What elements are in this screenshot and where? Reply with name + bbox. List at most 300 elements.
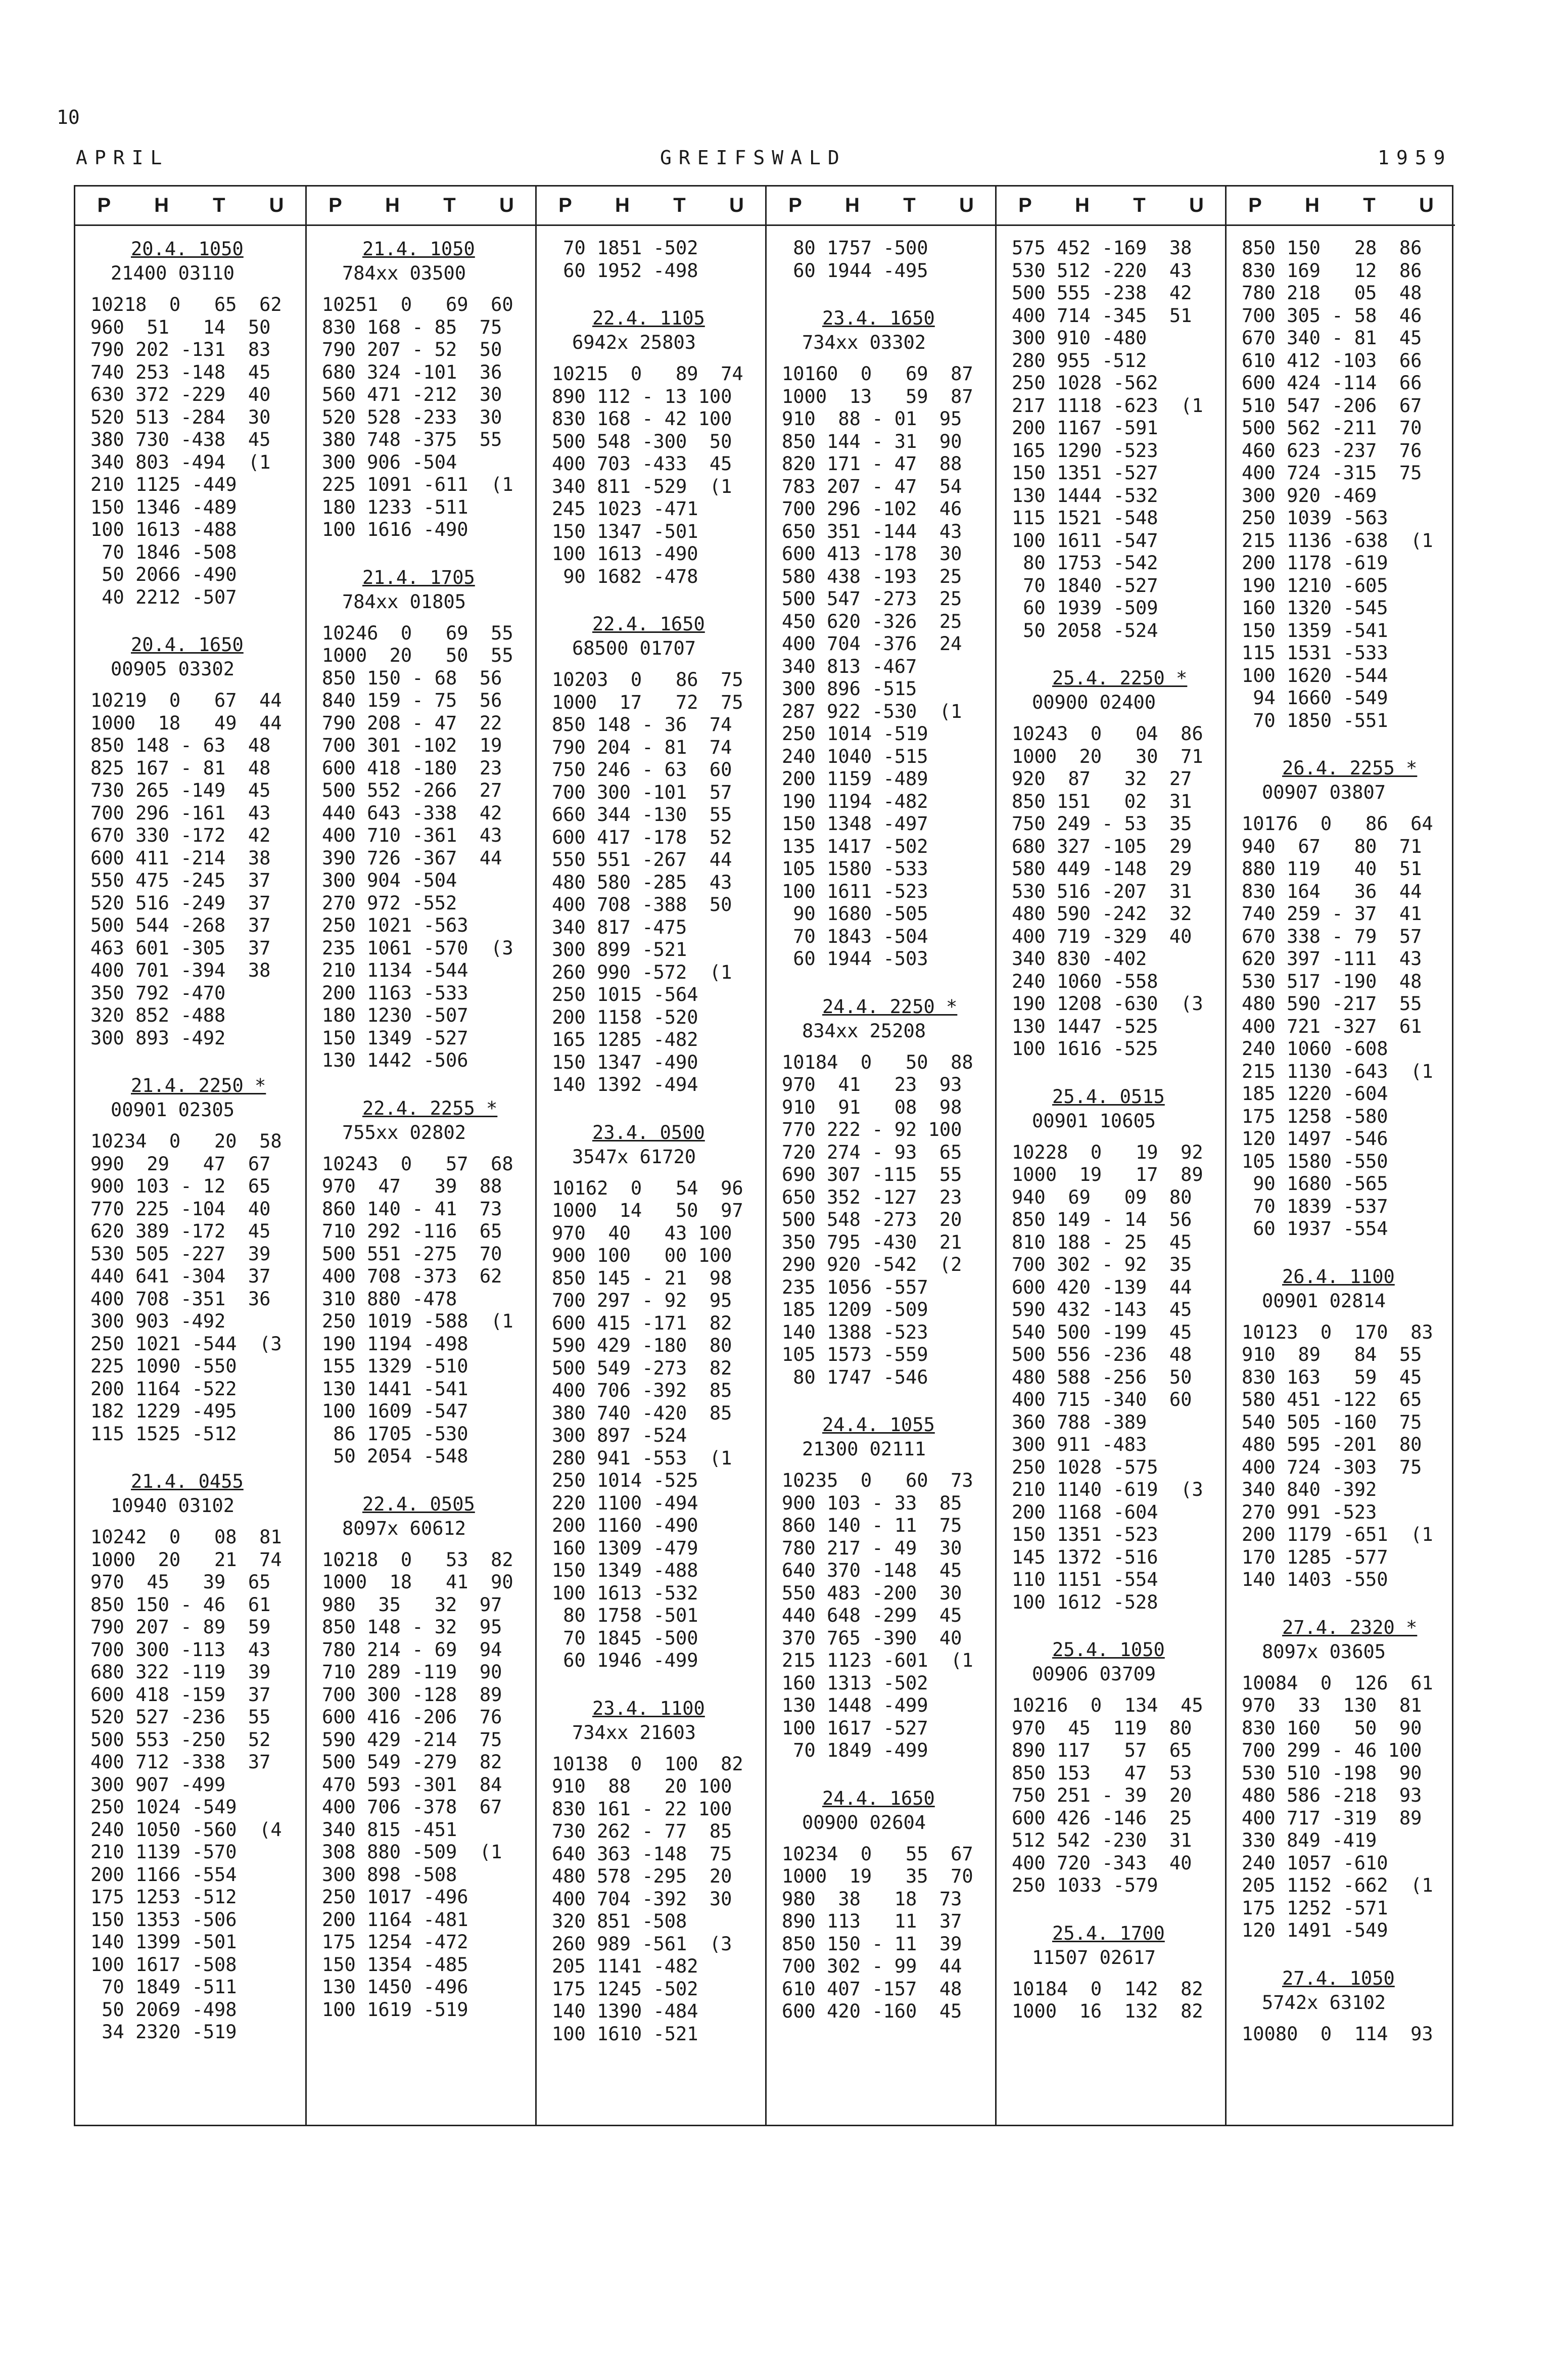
table-row: 940 67 80 71 <box>1242 835 1422 857</box>
table-row: 700 297 - 92 95 <box>552 1290 732 1311</box>
table-row: 783 207 - 47 54 <box>782 475 962 497</box>
table-row: 70 1849 -499 <box>782 1740 928 1761</box>
table-row: 700 296 -102 46 <box>782 498 962 520</box>
table-row: 900 100 00 100 <box>552 1245 732 1266</box>
table-row: 300 893 -492 <box>90 1027 226 1049</box>
table-row: 890 112 - 13 100 <box>552 385 732 407</box>
table-row: 215 1136 -638 (1 <box>1242 529 1433 552</box>
table-row: 185 1209 -509 <box>782 1299 928 1320</box>
table-row: 110 1151 -554 <box>1012 1569 1158 1590</box>
table-row: 940 69 09 80 <box>1012 1186 1192 1208</box>
column-label: P <box>1248 194 1262 216</box>
table-row: 300 906 -504 <box>322 451 457 473</box>
sounding-date-time: 20.4. 1650 <box>131 634 244 656</box>
table-row: 340 817 -475 <box>552 916 687 938</box>
table-row: 830 164 36 44 <box>1242 880 1422 902</box>
table-row: 205 1152 -662 (1 <box>1242 1874 1433 1896</box>
table-row: 225 1090 -550 <box>90 1355 237 1377</box>
table-row: 440 643 -338 42 <box>322 802 502 824</box>
table-row: 770 225 -104 40 <box>90 1198 271 1220</box>
table-row: 200 1159 -489 <box>782 768 928 790</box>
table-row: 590 429 -180 80 <box>552 1335 732 1356</box>
table-row: 245 1023 -471 <box>552 498 698 520</box>
table-row: 175 1252 -571 <box>1242 1897 1388 1919</box>
sounding-date-time: 23.4. 0500 <box>592 1121 705 1143</box>
table-row: 130 1441 -541 <box>322 1378 468 1400</box>
table-row: 250 1028 -575 <box>1012 1456 1158 1478</box>
column-label: U <box>269 194 284 216</box>
table-column <box>1225 187 1455 2125</box>
table-row: 610 412 -103 66 <box>1242 349 1422 372</box>
table-row: 790 208 - 47 22 <box>322 712 502 734</box>
table-row: 590 429 -214 75 <box>322 1728 502 1751</box>
table-row: 970 45 39 65 <box>90 1571 271 1593</box>
table-row: 660 344 -130 55 <box>552 804 732 826</box>
sounding-code: 21400 03110 <box>111 262 235 284</box>
table-row: 350 792 -470 <box>90 982 226 1004</box>
table-row: 920 87 32 27 <box>1012 768 1192 790</box>
column-label: T <box>213 194 225 216</box>
table-row: 380 730 -438 45 <box>90 429 271 450</box>
table-row: 370 765 -390 40 <box>782 1627 962 1649</box>
table-row: 250 1028 -562 <box>1012 372 1158 394</box>
table-row: 400 724 -315 75 <box>1242 462 1422 484</box>
table-row: 400 719 -329 40 <box>1012 925 1192 947</box>
table-row: 160 1309 -479 <box>552 1537 698 1559</box>
table-row: 530 516 -207 31 <box>1012 880 1192 902</box>
table-row: 480 578 -295 20 <box>552 1865 732 1887</box>
table-row: 340 830 -402 <box>1012 948 1147 970</box>
sounding-date-time: 26.4. 1100 <box>1282 1265 1395 1288</box>
sounding-block <box>322 1096 535 1468</box>
table-row: 830 168 - 85 75 <box>322 316 502 338</box>
table-row: 150 1347 -490 <box>552 1051 698 1073</box>
table-row: 750 249 - 53 35 <box>1012 813 1192 835</box>
table-row: 830 161 - 22 100 <box>552 1798 732 1820</box>
sounding-date-time: 21.4. 2250 * <box>131 1075 266 1096</box>
column-label: P <box>558 194 572 216</box>
sounding-code: 68500 01707 <box>572 637 696 659</box>
table-row: 520 528 -233 30 <box>322 406 502 428</box>
table-row: 60 1937 -554 <box>1242 1218 1388 1240</box>
table-row: 470 593 -301 84 <box>322 1773 502 1796</box>
table-row: 217 1118 -623 (1 <box>1012 394 1203 417</box>
table-row: 100 1611 -547 <box>1012 529 1158 552</box>
table-row: 600 418 -180 23 <box>322 757 502 779</box>
table-row: 150 1354 -485 <box>322 1953 468 1976</box>
sounding-date-time: 27.4. 2320 * <box>1282 1616 1418 1638</box>
table-row: 70 1843 -504 <box>782 925 928 947</box>
table-row: 600 416 -206 76 <box>322 1706 502 1728</box>
sounding-block <box>90 633 305 1049</box>
table-row: 580 451 -122 65 <box>1242 1389 1422 1410</box>
table-row: 520 516 -249 37 <box>90 892 271 914</box>
table-row: 10080 0 114 93 <box>1242 2023 1433 2045</box>
column-header <box>997 187 1225 226</box>
column-label: T <box>443 194 456 216</box>
table-row: 300 898 -508 <box>322 1863 457 1886</box>
table-row: 100 1619 -519 <box>322 1998 468 2021</box>
table-row: 670 330 -172 42 <box>90 825 271 846</box>
sounding-code: 6942x 25803 <box>572 332 696 353</box>
table-row: 400 724 -303 75 <box>1242 1456 1422 1478</box>
table-row: 300 897 -524 <box>552 1425 687 1446</box>
table-row: 100 1613 -490 <box>552 543 698 565</box>
sounding-date-time: 26.4. 2255 * <box>1282 757 1418 779</box>
table-row: 200 1160 -490 <box>552 1515 698 1536</box>
sounding-block <box>1242 237 1455 732</box>
table-row: 80 1753 -542 <box>1012 552 1158 574</box>
table-row: 100 1610 -521 <box>552 2023 698 2045</box>
table-row: 900 103 - 33 85 <box>782 1492 962 1514</box>
table-row: 70 1851 -502 <box>552 237 698 259</box>
table-row: 250 1017 -496 <box>322 1886 468 1908</box>
table-row: 650 351 -144 43 <box>782 520 962 542</box>
table-row: 850 145 - 21 98 <box>552 1267 732 1289</box>
table-row: 300 911 -483 <box>1012 1434 1147 1455</box>
table-row: 790 202 -131 83 <box>90 339 271 360</box>
sounding-code: 00905 03302 <box>111 658 235 680</box>
sounding-block <box>1242 1616 1455 1942</box>
table-row: 700 302 - 92 35 <box>1012 1254 1192 1275</box>
sounding-date-time: 23.4. 1100 <box>592 1697 705 1719</box>
table-row: 600 417 -178 52 <box>552 826 732 848</box>
table-row: 400 708 -351 36 <box>90 1288 271 1310</box>
table-row: 650 352 -127 23 <box>782 1186 962 1208</box>
sounding-block <box>1242 1966 1455 2046</box>
column-header <box>537 187 765 226</box>
sounding-date-time: 22.4. 2255 * <box>362 1097 498 1119</box>
table-row: 830 169 12 86 <box>1242 259 1422 282</box>
table-row: 150 1349 -527 <box>322 1027 468 1049</box>
table-row: 130 1444 -532 <box>1012 484 1158 507</box>
page-number: 10 <box>57 106 80 128</box>
sounding-date-time: 24.4. 1650 <box>822 1787 935 1809</box>
table-row: 710 292 -116 65 <box>322 1220 502 1242</box>
table-row: 10234 0 55 67 <box>782 1843 973 1865</box>
table-row: 380 740 -420 85 <box>552 1402 732 1424</box>
sounding-block <box>322 1492 535 2022</box>
table-row: 220 1100 -494 <box>552 1492 698 1514</box>
table-row: 890 113 11 37 <box>782 1910 962 1932</box>
table-row: 680 322 -119 39 <box>90 1661 271 1683</box>
table-row: 60 1946 -499 <box>552 1650 698 1671</box>
table-row: 90 1682 -478 <box>552 565 698 587</box>
table-row: 287 922 -530 (1 <box>782 700 962 722</box>
sounding-block <box>1012 666 1225 1061</box>
table-row: 575 452 -169 38 <box>1012 237 1192 259</box>
table-row: 250 1039 -563 <box>1242 507 1388 529</box>
table-row: 720 274 - 93 65 <box>782 1141 962 1163</box>
sounding-date-time: 22.4. 1650 <box>592 613 705 635</box>
sounding-block <box>552 612 765 1096</box>
sounding-date-time: 24.4. 2250 * <box>822 995 958 1018</box>
table-row: 190 1208 -630 (3 <box>1012 993 1203 1015</box>
sounding-date-time: 21.4. 0455 <box>131 1471 244 1492</box>
table-row: 970 47 39 88 <box>322 1175 502 1197</box>
table-row: 10243 0 04 86 <box>1012 723 1203 745</box>
table-row: 610 407 -157 48 <box>782 1978 962 2000</box>
table-row: 630 372 -229 40 <box>90 384 271 405</box>
sounding-code: 755xx 02802 <box>342 1121 466 1143</box>
table-row: 400 721 -327 61 <box>1242 1015 1422 1037</box>
table-row: 520 527 -236 55 <box>90 1706 271 1728</box>
table-row: 710 289 -119 90 <box>322 1661 502 1683</box>
table-row: 140 1392 -494 <box>552 1074 698 1095</box>
table-row: 190 1210 -605 <box>1242 574 1388 597</box>
table-row: 10235 0 60 73 <box>782 1470 973 1491</box>
table-row: 200 1158 -520 <box>552 1006 698 1028</box>
table-row: 270 972 -552 <box>322 892 457 914</box>
table-row: 340 803 -494 (1 <box>90 451 271 473</box>
table-row: 200 1164 -481 <box>322 1908 468 1931</box>
table-row: 10234 0 20 58 <box>90 1130 282 1152</box>
table-row: 980 35 32 97 <box>322 1593 502 1616</box>
sounding-block <box>782 237 995 282</box>
sounding-date-time: 22.4. 1105 <box>592 307 705 329</box>
table-row: 200 1178 -619 <box>1242 552 1388 574</box>
table-row: 910 91 08 98 <box>782 1096 962 1118</box>
table-row: 240 1060 -608 <box>1242 1038 1388 1060</box>
sounding-date-time: 25.4. 0515 <box>1052 1085 1165 1108</box>
table-row: 560 471 -212 30 <box>322 384 502 405</box>
sounding-date-time: 27.4. 1050 <box>1282 1967 1395 1989</box>
table-row: 980 38 18 73 <box>782 1888 962 1910</box>
sounding-date-time: 20.4. 1050 <box>131 238 244 260</box>
table-row: 90 1680 -565 <box>1242 1173 1388 1195</box>
table-row: 180 1230 -507 <box>322 1004 468 1026</box>
table-row: 970 33 130 81 <box>1242 1695 1422 1716</box>
table-row: 10242 0 08 81 <box>90 1526 282 1548</box>
table-row: 150 1353 -506 <box>90 1908 237 1931</box>
table-row: 910 89 84 55 <box>1242 1344 1422 1365</box>
table-row: 440 648 -299 45 <box>782 1605 962 1626</box>
sounding-block <box>552 306 765 588</box>
table-row: 600 424 -114 66 <box>1242 372 1422 394</box>
table-row: 200 1168 -604 <box>1012 1501 1158 1523</box>
table-row: 140 1403 -550 <box>1242 1569 1388 1590</box>
table-row: 480 580 -285 43 <box>552 871 732 893</box>
sounding-date-time: 21.4. 1705 <box>362 566 475 588</box>
table-row: 10160 0 69 87 <box>782 363 973 385</box>
table-column <box>995 187 1225 2125</box>
table-row: 10246 0 69 55 <box>322 622 513 644</box>
table-row: 1000 18 49 44 <box>90 712 282 734</box>
table-row: 500 547 -273 25 <box>782 588 962 610</box>
table-row: 10251 0 69 60 <box>322 294 513 315</box>
table-row: 270 991 -523 <box>1242 1501 1377 1523</box>
table-row: 320 852 -488 <box>90 1004 226 1026</box>
table-row: 308 880 -509 (1 <box>322 1841 502 1863</box>
table-row: 530 512 -220 43 <box>1012 259 1192 282</box>
table-row: 850 148 - 32 95 <box>322 1616 502 1638</box>
sounding-code: 00901 02305 <box>111 1099 235 1121</box>
column-header <box>75 187 305 226</box>
table-row: 210 1134 -544 <box>322 959 468 981</box>
table-row: 280 941 -553 (1 <box>552 1447 732 1469</box>
sounding-block <box>1012 1921 1225 2023</box>
sounding-code: 00906 03709 <box>1032 1663 1156 1685</box>
column-label: T <box>673 194 686 216</box>
sounding-code: 8097x 60612 <box>342 1517 466 1539</box>
table-row: 250 1019 -588 (1 <box>322 1310 513 1332</box>
table-row: 850 144 - 31 90 <box>782 430 962 452</box>
sounding-block <box>322 566 535 1072</box>
table-row: 480 590 -242 32 <box>1012 903 1192 925</box>
table-row: 350 795 -430 21 <box>782 1231 962 1253</box>
table-row: 100 1613 -488 <box>90 519 237 540</box>
year-heading: 1959 <box>1378 147 1452 169</box>
table-row: 730 265 -149 45 <box>90 780 271 801</box>
table-row: 400 708 -373 62 <box>322 1265 502 1287</box>
table-row: 670 340 - 81 45 <box>1242 327 1422 349</box>
table-row: 140 1399 -501 <box>90 1931 237 1953</box>
sounding-block <box>782 1787 995 2023</box>
sounding-date-time: 22.4. 0505 <box>362 1493 475 1515</box>
table-row: 130 1450 -496 <box>322 1976 468 1998</box>
table-row: 990 29 47 67 <box>90 1153 271 1175</box>
table-row: 400 708 -388 50 <box>552 894 732 916</box>
table-row: 50 2054 -548 <box>322 1445 468 1467</box>
table-row: 115 1525 -512 <box>90 1423 237 1445</box>
table-row: 825 167 - 81 48 <box>90 757 271 779</box>
table-row: 1000 14 50 97 <box>552 1200 743 1221</box>
table-row: 620 389 -172 45 <box>90 1220 271 1242</box>
table-row: 130 1442 -506 <box>322 1049 468 1071</box>
table-row: 130 1447 -525 <box>1012 1015 1158 1037</box>
table-row: 260 989 -561 (3 <box>552 1933 732 1955</box>
table-row: 300 903 -492 <box>90 1310 226 1332</box>
table-row: 700 300 -101 57 <box>552 781 732 803</box>
table-row: 140 1388 -523 <box>782 1321 928 1343</box>
sounding-block <box>1242 1265 1455 1591</box>
table-row: 850 150 - 46 61 <box>90 1593 271 1616</box>
table-row: 400 717 -319 89 <box>1242 1807 1422 1829</box>
column-label: T <box>903 194 916 216</box>
table-row: 135 1417 -502 <box>782 835 928 857</box>
sounding-code: 11507 02617 <box>1032 1946 1156 1969</box>
table-row: 520 513 -284 30 <box>90 406 271 428</box>
column-label: H <box>1305 194 1320 216</box>
sounding-date-time: 23.4. 1650 <box>822 307 935 329</box>
table-row: 600 420 -160 45 <box>782 2000 962 2022</box>
table-row: 960 51 14 50 <box>90 316 271 338</box>
sounding-block <box>552 237 765 282</box>
table-row: 480 586 -218 93 <box>1242 1784 1422 1806</box>
table-row: 830 160 50 90 <box>1242 1717 1422 1739</box>
sounding-block <box>552 1121 765 1672</box>
sounding-date-time: 21.4. 1050 <box>362 238 475 260</box>
table-row: 400 704 -392 30 <box>552 1888 732 1910</box>
table-row: 740 253 -148 45 <box>90 361 271 383</box>
table-row: 850 148 - 36 74 <box>552 714 732 736</box>
table-row: 700 299 - 46 100 <box>1242 1740 1422 1761</box>
table-row: 300 899 -521 <box>552 939 687 960</box>
table-row: 140 1390 -484 <box>552 2000 698 2022</box>
table-row: 550 483 -200 30 <box>782 1582 962 1604</box>
sounding-block <box>782 995 995 1389</box>
table-row: 320 851 -508 <box>552 1910 687 1932</box>
table-row: 60 1939 -509 <box>1012 597 1158 619</box>
table-row: 600 415 -171 82 <box>552 1312 732 1334</box>
sounding-block <box>1012 237 1225 642</box>
sounding-block <box>782 306 995 971</box>
table-row: 70 1840 -527 <box>1012 574 1158 597</box>
table-row: 86 1705 -530 <box>322 1423 468 1445</box>
table-row: 100 1611 -523 <box>782 880 928 902</box>
table-row: 700 301 -102 19 <box>322 735 502 756</box>
table-row: 34 2320 -519 <box>90 2021 237 2043</box>
table-row: 100 1616 -525 <box>1012 1038 1158 1060</box>
table-row: 100 1609 -547 <box>322 1400 468 1422</box>
table-row: 210 1140 -619 (3 <box>1012 1479 1203 1500</box>
month-heading: APRIL <box>76 147 169 169</box>
table-row: 150 1351 -527 <box>1012 462 1158 484</box>
table-row: 150 1346 -489 <box>90 496 237 518</box>
table-row: 120 1497 -546 <box>1242 1128 1388 1150</box>
table-row: 94 1660 -549 <box>1242 687 1388 709</box>
column-label: U <box>499 194 514 216</box>
table-row: 240 1060 -558 <box>1012 970 1158 992</box>
table-row: 150 1347 -501 <box>552 520 698 542</box>
table-row: 10218 0 65 62 <box>90 294 282 315</box>
table-column <box>305 187 535 2125</box>
table-row: 145 1372 -516 <box>1012 1546 1158 1568</box>
table-row: 70 1849 -511 <box>90 1976 237 1998</box>
column-label: U <box>1419 194 1434 216</box>
table-row: 80 1747 -546 <box>782 1366 928 1388</box>
table-row: 840 159 - 75 56 <box>322 690 502 711</box>
sounding-block <box>1012 1638 1225 1897</box>
table-row: 600 411 -214 38 <box>90 847 271 869</box>
table-row: 182 1229 -495 <box>90 1400 237 1422</box>
table-row: 700 305 - 58 46 <box>1242 304 1422 327</box>
table-row: 60 1944 -503 <box>782 948 928 970</box>
table-row: 500 548 -300 50 <box>552 430 732 452</box>
table-row: 60 1952 -498 <box>552 259 698 282</box>
sounding-block <box>90 1074 305 1445</box>
table-row: 240 1050 -560 (4 <box>90 1818 282 1841</box>
sounding-code: 00901 10605 <box>1032 1110 1156 1132</box>
table-row: 730 262 - 77 85 <box>552 1820 732 1842</box>
table-row: 860 140 - 11 75 <box>782 1515 962 1536</box>
table-row: 280 955 -512 <box>1012 349 1147 372</box>
table-row: 130 1448 -499 <box>782 1695 928 1716</box>
table-row: 250 1015 -564 <box>552 984 698 1005</box>
table-row: 790 207 - 89 59 <box>90 1616 271 1638</box>
table-row: 463 601 -305 37 <box>90 937 271 959</box>
table-row: 590 432 -143 45 <box>1012 1299 1192 1320</box>
table-row: 790 204 - 81 74 <box>552 736 732 758</box>
column-label: U <box>729 194 744 216</box>
table-row: 500 551 -275 70 <box>322 1243 502 1265</box>
table-row: 970 45 119 80 <box>1012 1717 1192 1739</box>
table-row: 1000 16 132 82 <box>1012 2000 1203 2022</box>
table-row: 790 207 - 52 50 <box>322 339 502 360</box>
table-row: 10228 0 19 92 <box>1012 1141 1203 1163</box>
table-row: 165 1285 -482 <box>552 1029 698 1050</box>
table-row: 300 904 -504 <box>322 869 457 891</box>
table-row: 150 1351 -523 <box>1012 1524 1158 1545</box>
table-row: 680 324 -101 36 <box>322 361 502 383</box>
table-row: 400 706 -378 67 <box>322 1796 502 1818</box>
table-row: 640 363 -148 75 <box>552 1843 732 1865</box>
table-row: 115 1531 -533 <box>1242 642 1388 664</box>
table-row: 100 1617 -508 <box>90 1953 237 1976</box>
table-row: 170 1285 -577 <box>1242 1546 1388 1568</box>
table-row: 1000 20 50 55 <box>322 645 513 666</box>
table-row: 500 549 -279 82 <box>322 1751 502 1773</box>
